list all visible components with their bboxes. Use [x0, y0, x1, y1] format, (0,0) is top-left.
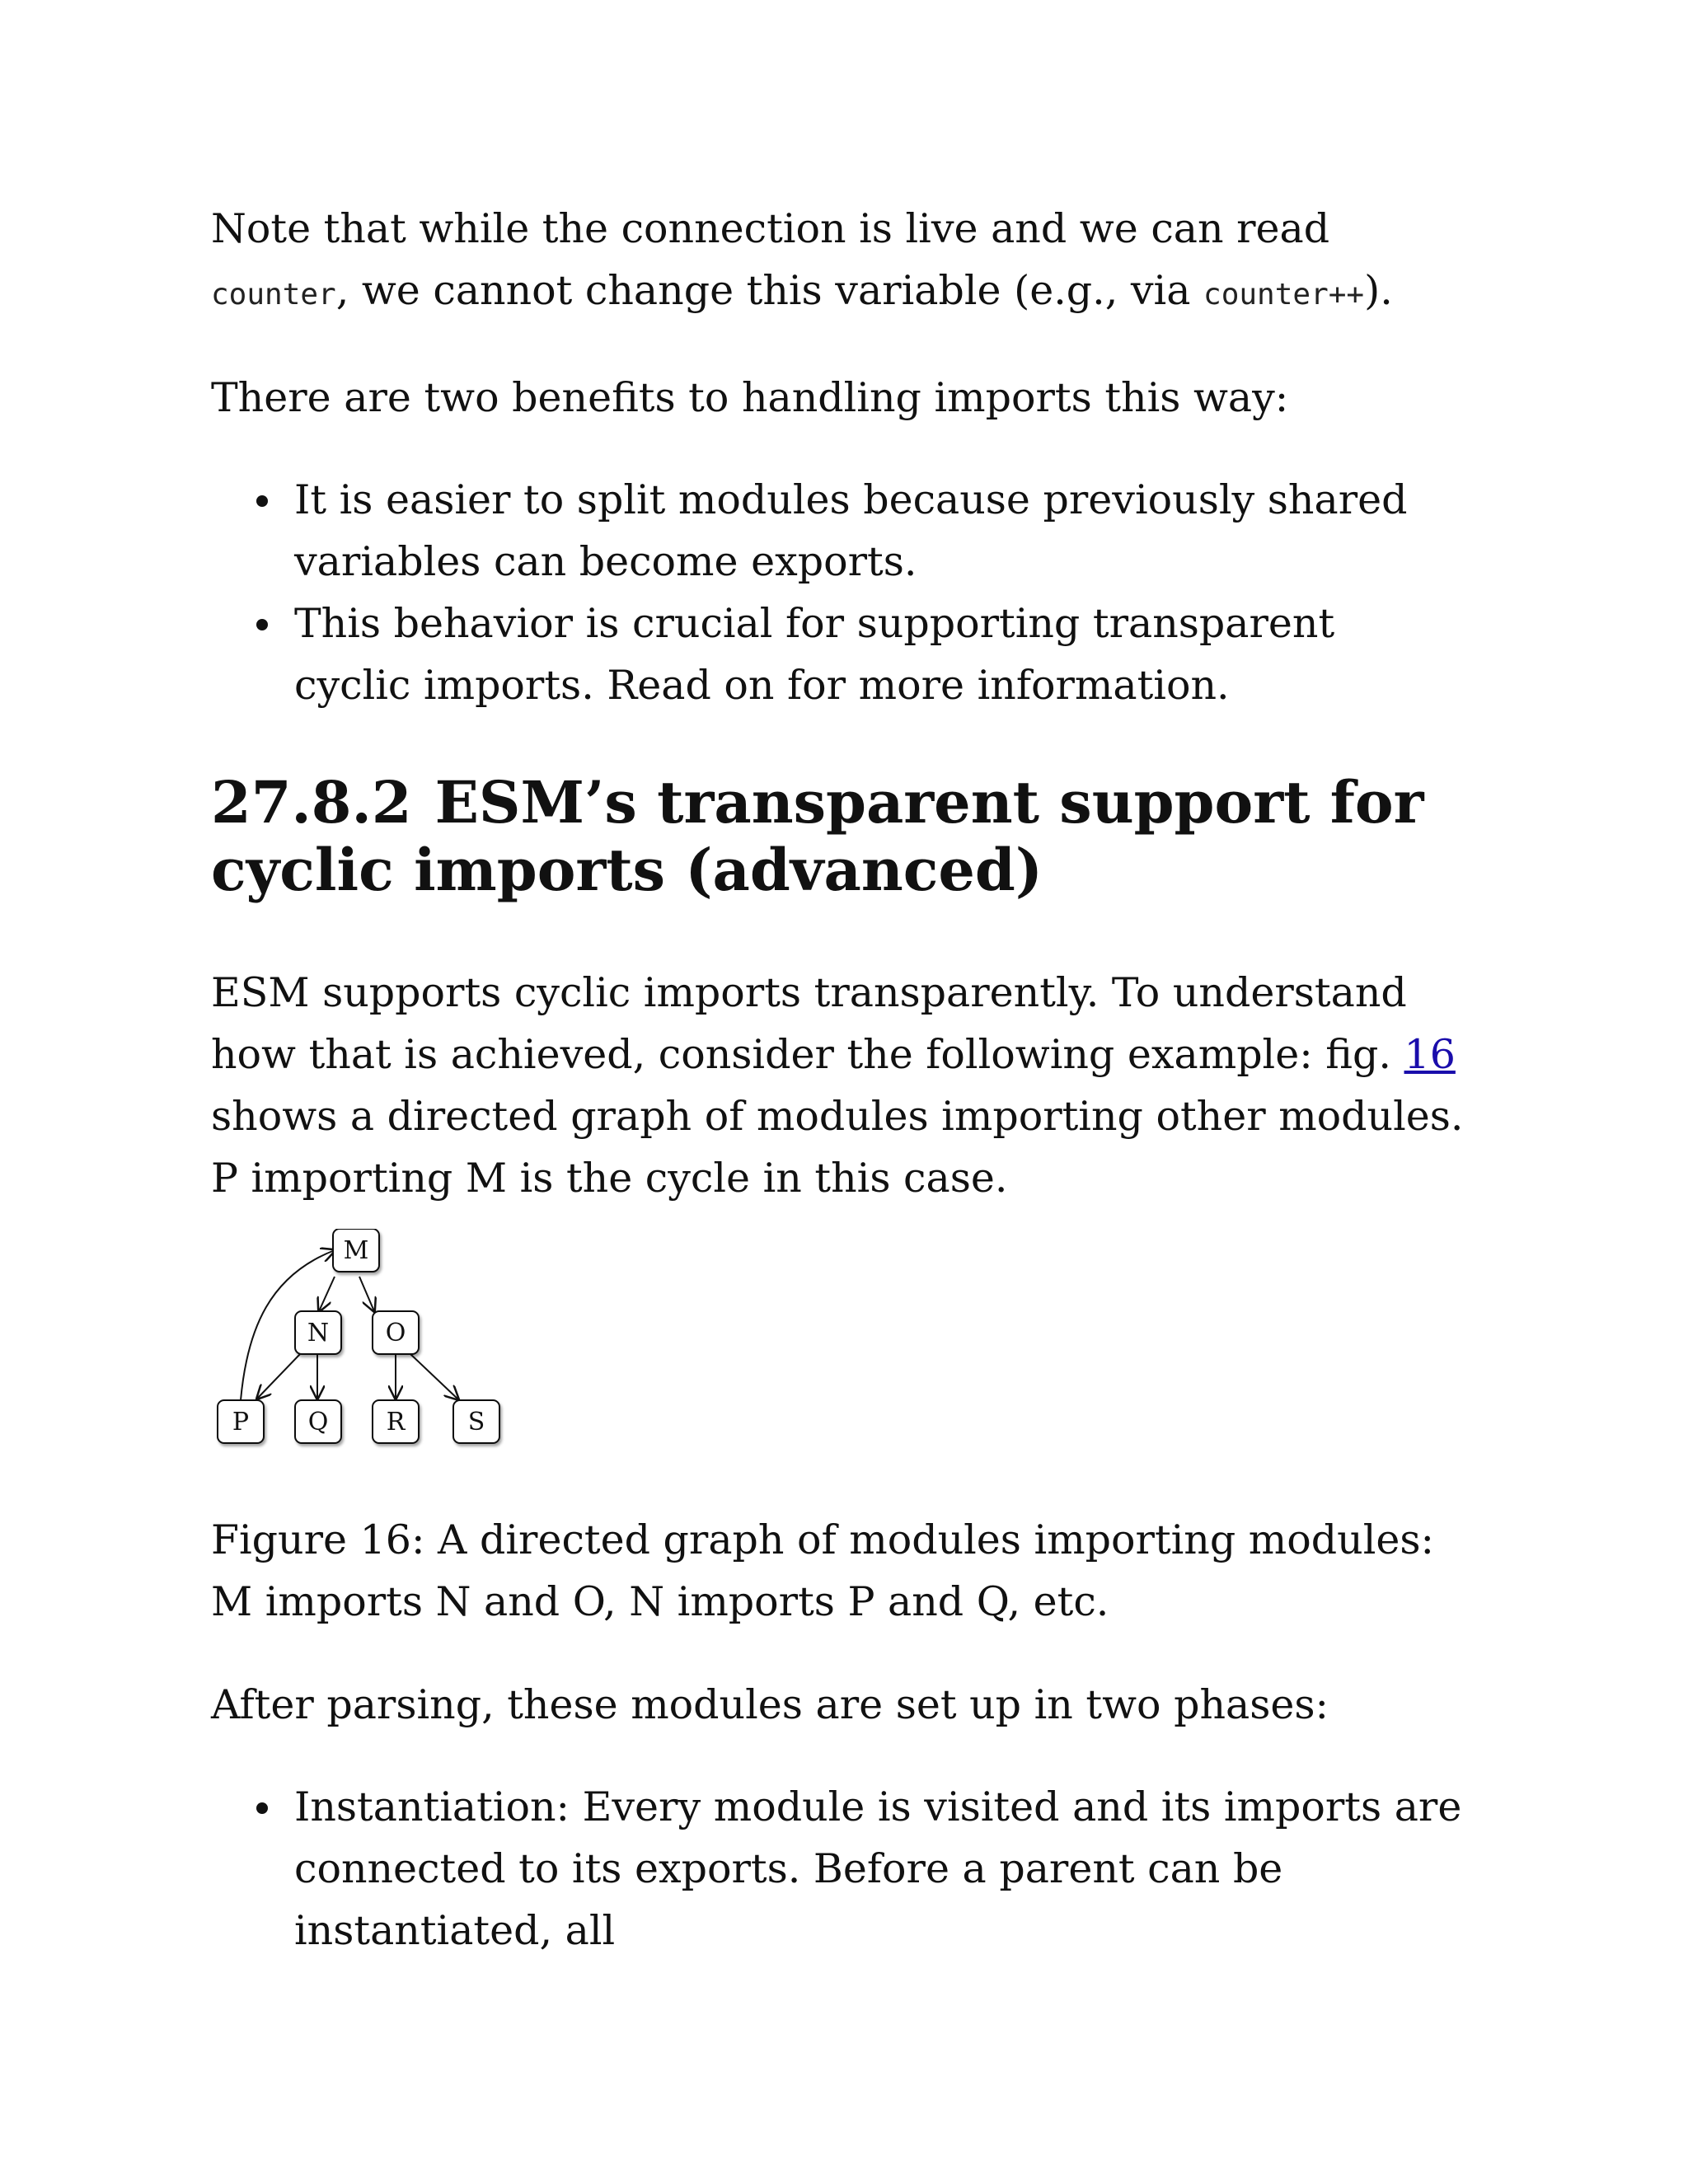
edge-m-n	[319, 1277, 335, 1311]
text-span: , we cannot change this variable (e.g., via	[335, 267, 1204, 314]
node-o-label: O	[385, 1319, 406, 1347]
text-span: shows a directed graph of modules importing other modules. P importing M is the cycle in this case.	[211, 1093, 1464, 1202]
phases-list	[211, 1776, 1464, 1961]
node-p-label: P	[232, 1408, 250, 1436]
node-q-label: Q	[307, 1408, 329, 1436]
inline-code-counter-increment: counter++	[1203, 278, 1365, 312]
list-item: This behavior is crucial for supporting transparent cyclic imports. Read on for more information.	[294, 593, 1464, 716]
node-n	[295, 1311, 341, 1354]
phases-intro: After parsing, these modules are set up in two phases:	[211, 1681, 1329, 1728]
node-m	[333, 1229, 379, 1272]
list-item: Instantiation: Every module is visited and its imports are connected to its exports. Before a parent can be instantiated, all	[294, 1776, 1464, 1961]
list-item: It is easier to split modules because previously shared variables can become exports.	[294, 469, 1464, 593]
node-q	[295, 1400, 341, 1443]
body-paragraph	[211, 962, 1464, 1209]
figure-link[interactable]: 16	[1404, 1031, 1456, 1078]
text-span: ).	[1364, 267, 1393, 314]
node-o	[373, 1311, 419, 1354]
benefits-list	[211, 469, 1464, 716]
node-s	[453, 1400, 499, 1443]
module-graph-figure	[211, 1229, 557, 1476]
node-m-label: M	[343, 1236, 369, 1265]
figure-caption: Figure 16: A directed graph of modules importing modules: M imports N and O, N imports P and Q, etc.	[211, 1516, 1435, 1625]
node-p	[218, 1400, 264, 1443]
section-number: 27.8.2	[211, 768, 412, 837]
benefits-intro: There are two benefits to handling imports this way:	[211, 374, 1289, 421]
text-span: ESM supports cyclic imports transparently. To understand how that is achieved, consider the following example: fig.	[211, 969, 1407, 1078]
edge-m-o	[359, 1277, 374, 1311]
node-r-label: R	[386, 1408, 406, 1436]
section-heading	[211, 769, 1464, 904]
node-n-label: N	[307, 1319, 330, 1347]
text-span: Note that while the connection is live and we can read	[211, 205, 1330, 252]
node-s-label: S	[467, 1408, 485, 1436]
edge-o-s	[410, 1354, 458, 1399]
section-title: ESM’s transparent support for cyclic imports (advanced)	[211, 768, 1424, 904]
document-page	[211, 198, 1464, 1961]
edge-n-p	[257, 1354, 300, 1399]
inline-code-counter: counter	[211, 278, 336, 312]
module-graph	[211, 1229, 557, 1476]
intro-paragraph	[211, 198, 1464, 326]
node-r	[373, 1400, 419, 1443]
